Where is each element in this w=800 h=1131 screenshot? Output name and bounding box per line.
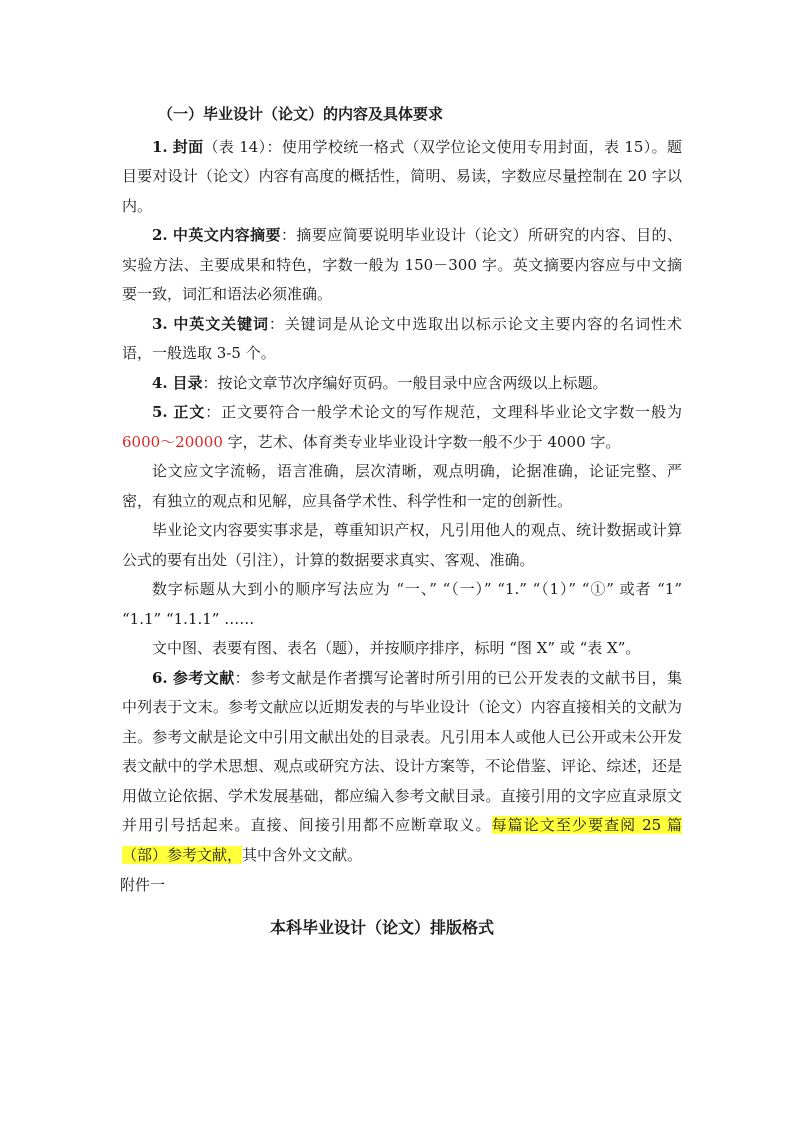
paragraph-numbering: 数字标题从大到小的顺序写法应为 “一、” “（一）” “1.” “（1）” “①” 或者 “1” “1.1” “1.1.1” …… xyxy=(122,580,682,628)
item-toc xyxy=(122,369,682,399)
item-text: ：参考文献是作者撰写论著时所引用的已公开发表的文献书目，集中列表于文末。参考文献应以近期发表的与毕业设计（论文）内容直接相关的文献为主。参考文献是论文中引用文献出处的目录表。凡引用本人或他人已公开或未公开发表文献中的学术思想、观点或研究方法、设计方案等，不论借鉴、评论、综述，还是用做立论依据、学术发展基础，都应编入参考文献目录。直接引用的文字应直录原文并用引号括起来。直接、间接引用都不应断章取义。 xyxy=(122,668,682,834)
annex-title: 本科毕业设计（论文）排版格式 xyxy=(269,917,494,937)
item-keywords xyxy=(122,310,682,369)
item-cover xyxy=(122,133,682,222)
item-term: 中英文关键词 xyxy=(173,314,269,333)
item-text: （表 14）：使用学校统一格式（双学位论文使用专用封面，表 15）。题目要对设计（论文）内容有高度的概括性，简明、易读，字数应尽量控制在 20 字以内。 xyxy=(122,137,682,215)
item-number: 4. xyxy=(152,373,168,392)
annex-label: 附件一 xyxy=(120,876,166,894)
document-page xyxy=(122,100,682,942)
item-text: ：关键词是从论文中选取出以标示论文主要内容的名词性术语，一般选取 3-5 个。 xyxy=(122,314,682,362)
item-text: ：按论文章节次序编好页码。一般目录中应含两级以上标题。 xyxy=(202,373,608,392)
item-number: 1. xyxy=(152,137,168,156)
item-number: 2. xyxy=(152,226,168,244)
item-number: 6. xyxy=(152,668,168,687)
section-heading: （一）毕业设计（论文）的内容及具体要求 xyxy=(158,105,444,123)
item-term: 参考文献 xyxy=(172,668,235,687)
item-number: 3. xyxy=(152,314,168,333)
paragraph-figures: 文中图、表要有图、表名（题），并按顺序排序，标明 “图 X” 或 “表 X”。 xyxy=(152,639,641,657)
word-count-range: 6000～20000 xyxy=(122,432,223,451)
item-term: 正文 xyxy=(173,403,206,421)
item-term: 中英文内容摘要 xyxy=(172,226,281,244)
item-text-cont: 字，艺术、体育类专业毕业设计字数一般不少于 4000 字。 xyxy=(222,432,621,451)
paragraph-facts: 毕业论文内容要实事求是，尊重知识产权，凡引用他人的观点、统计数据或计算公式的要有出处（引注），计算的数据要求真实、客观、准确。 xyxy=(122,521,682,569)
item-number: 5. xyxy=(152,403,168,421)
item-text-end: 其中含外文文献。 xyxy=(242,845,363,864)
item-term: 目录 xyxy=(172,373,203,392)
item-text: ：摘要应简要说明毕业设计（论文）所研究的内容、目的、实验方法、主要成果和特色，字数一般为 150－300 字。英文摘要内容应与中文摘要一致，词汇和语法必须准确。 xyxy=(122,226,682,303)
item-abstract xyxy=(122,221,682,310)
highlighted-requirement: 每篇论文至少要查阅 25 篇（部）参考文献， xyxy=(122,816,682,864)
item-references xyxy=(122,664,682,871)
paragraph-fluency: 论文应文字流畅，语言准确，层次清晰，观点明确，论据准确，论证完整、严密，有独立的观点和见解，应具备学术性、科学性和一定的创新性。 xyxy=(122,462,682,510)
item-term: 封面 xyxy=(172,137,204,156)
item-text: ：正文要符合一般学术论文的写作规范，文理科毕业论文字数一般为 xyxy=(205,403,682,421)
item-body xyxy=(122,398,682,457)
